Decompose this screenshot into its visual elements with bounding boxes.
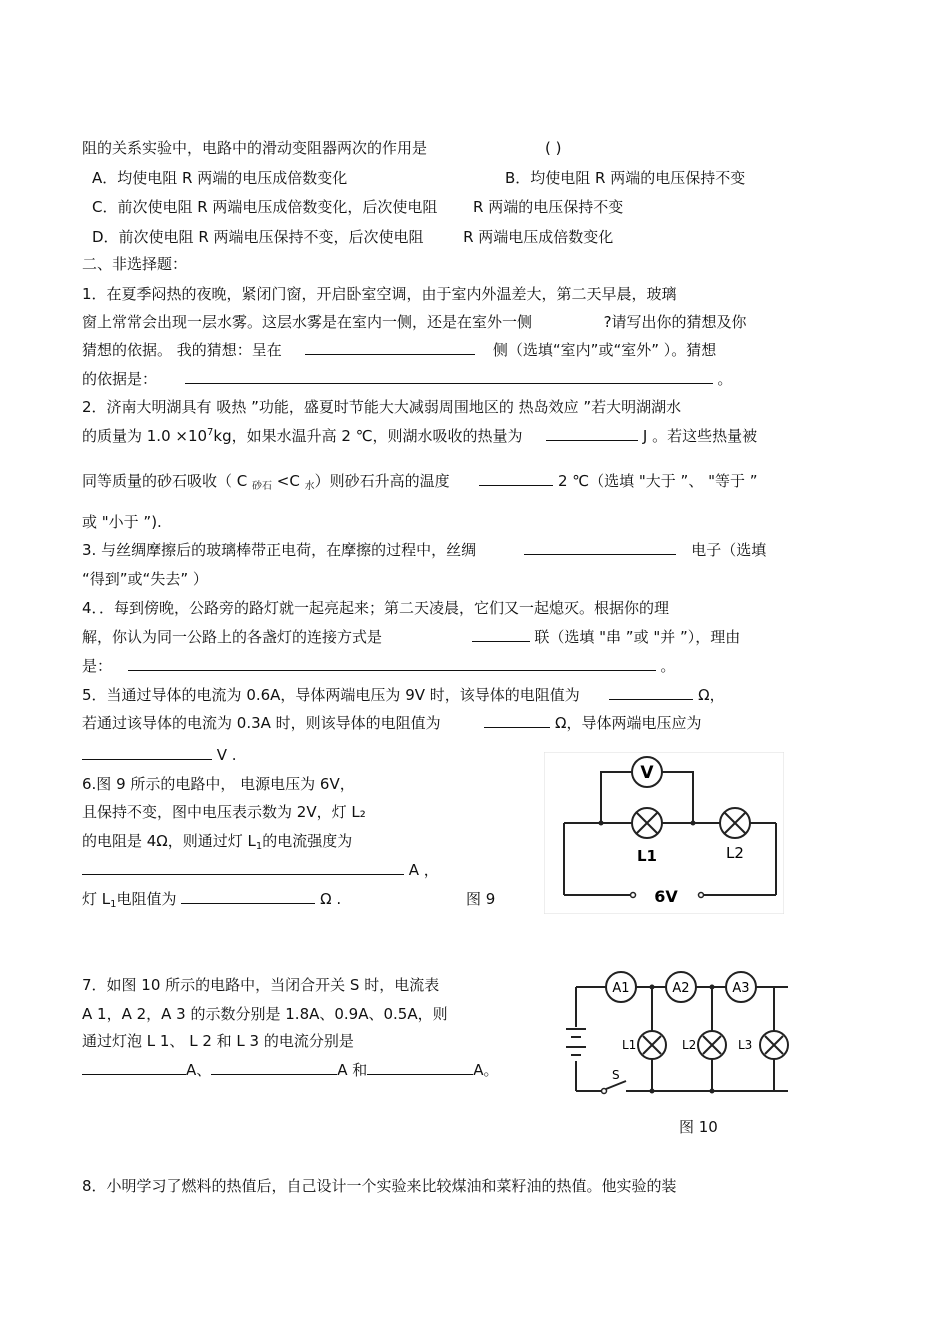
q6-line3 bbox=[82, 831, 352, 854]
q6-resistance-blank[interactable] bbox=[181, 889, 315, 904]
q2-sub-sand: 砂石 bbox=[252, 481, 273, 492]
q2-line2-c: J 。若这些热量被 bbox=[642, 427, 758, 445]
option-b: B．均使电阻 R 两端的电压保持不变 bbox=[505, 169, 746, 187]
q7-line4 bbox=[82, 1060, 499, 1080]
q6-line5-b: 电阻值为 bbox=[116, 890, 177, 908]
q7-line2: A 1，A 2，A 3 的示数分别是 1.8A、0.9A、0.5A，则 bbox=[82, 1005, 448, 1023]
option-d-part2: R 两端电压成倍数变化 bbox=[463, 228, 614, 246]
q4-line3 bbox=[82, 656, 675, 676]
q3-line2: “得到”或“失去” ） bbox=[82, 570, 208, 588]
lamp-l2-label: L2 bbox=[682, 1038, 697, 1052]
q8-line1: 8．小明学习了燃料的热值后，自己设计一个实验来比较煤油和菜籽油的热值。他实验的装 bbox=[82, 1177, 677, 1195]
option-a: A．均使电阻 R 两端的电压成倍数变化 bbox=[92, 169, 348, 187]
q7-line1: 7．如图 10 所示的电路中，当闭合开关 S 时，电流表 bbox=[82, 976, 440, 994]
q5-resistance-blank[interactable] bbox=[609, 685, 693, 700]
q2-temp-blank[interactable] bbox=[479, 471, 553, 486]
q6-line3-b: 的电流强度为 bbox=[262, 832, 353, 850]
q6-line4-unit: A ， bbox=[408, 861, 439, 879]
q1-line4-b: 。 bbox=[717, 370, 733, 388]
q2-line2 bbox=[82, 426, 757, 449]
junction-dot bbox=[599, 821, 604, 826]
q2-exponent: 7 bbox=[207, 427, 214, 438]
q1-line2 bbox=[82, 312, 747, 332]
q2-line4: 或 "小于 ”). bbox=[82, 513, 162, 531]
option-d-part1: D．前次使电阻 R 两端电压保持不变，后次使电阻 bbox=[92, 228, 424, 246]
source-label: 6V bbox=[654, 887, 678, 906]
lamp-l1-label: L1 bbox=[622, 1038, 637, 1052]
q7-unit-2: A 和 bbox=[337, 1061, 368, 1079]
lamp-l3-symbol bbox=[760, 1031, 788, 1059]
q5-line1 bbox=[82, 685, 725, 705]
q2-line1-a: 2．济南大明湖具有 bbox=[82, 398, 217, 416]
fig10-caption: 图 10 bbox=[679, 1118, 718, 1136]
q4-blank[interactable] bbox=[472, 627, 530, 642]
q5-line3 bbox=[82, 745, 237, 765]
q7-i2-blank[interactable] bbox=[211, 1060, 337, 1075]
q2-line3-c: ）则砂石升高的温度 bbox=[314, 472, 450, 490]
q6-line4 bbox=[82, 860, 439, 880]
junction-dot bbox=[691, 821, 696, 826]
lamp-l1-symbol bbox=[632, 808, 662, 838]
q2-line3 bbox=[82, 471, 758, 494]
q6-line1: 6.图 9 所示的电路中， 电源电压为 6V， bbox=[82, 775, 355, 793]
q4-line2-a: 解，你认为同一公路上的各盏灯的连接方式是 bbox=[82, 628, 383, 646]
junction-dot bbox=[650, 985, 655, 990]
q2-heat-blank[interactable] bbox=[546, 426, 638, 441]
answer-paren: ( ) bbox=[545, 139, 562, 157]
figure-9-circuit bbox=[544, 752, 784, 914]
q6-line2: 且保持不变，图中电压表示数为 2V，灯 L₂ bbox=[82, 803, 366, 821]
q3-line1-b: 电子（选填 bbox=[691, 541, 767, 559]
q2-sub-water: 水 bbox=[304, 481, 315, 492]
q4-line3-b: 。 bbox=[660, 657, 676, 675]
q1-line1: 1．在夏季闷热的夜晚，紧闭门窗，开启卧室空调，由于室内外温差大，第二天早晨，玻璃 bbox=[82, 285, 677, 303]
junction-dot bbox=[650, 1089, 655, 1094]
q6-line3-a: 的电阻是 4Ω，则通过灯 L bbox=[82, 832, 256, 850]
q2-line1-c: 热岛效应 ”若大明湖湖水 bbox=[518, 398, 682, 416]
q3-line1-a: 3. 与丝绸摩擦后的玻璃棒带正电荷，在摩擦的过程中，丝绸 bbox=[82, 541, 477, 559]
q5-line2-b: Ω，导体两端电压应为 bbox=[555, 714, 702, 732]
figure-10-circuit bbox=[560, 965, 800, 1105]
q5-voltage-blank[interactable] bbox=[82, 745, 212, 760]
switch-label: S bbox=[612, 1068, 620, 1082]
q1-line3-b: 侧（选填“室内”或“室外” ）。猜想 bbox=[492, 341, 717, 359]
battery-symbol bbox=[566, 1029, 586, 1055]
q4-line3-a: 是： bbox=[82, 657, 113, 675]
lamp-l2-symbol bbox=[720, 808, 750, 838]
q2-line3-d: 2 ℃（选填 "大于 ”、 "等于 ” bbox=[557, 472, 758, 490]
lamp-l2-label: L2 bbox=[726, 844, 744, 862]
q1-line2-b: ?请写出你的猜想及你 bbox=[603, 313, 747, 331]
q2-line1 bbox=[82, 397, 681, 417]
q6-line5-c: Ω . bbox=[320, 890, 342, 908]
q7-unit-1: A、 bbox=[186, 1061, 212, 1079]
option-d bbox=[92, 227, 613, 247]
q2-line2-b: kg，如果水温升高 2 ℃，则湖水吸收的热量为 bbox=[213, 427, 523, 445]
q7-unit-3: A。 bbox=[473, 1061, 499, 1079]
q1-line3-a: 猜想的依据。 我的猜想：呈在 bbox=[82, 341, 282, 359]
lamp-l1-symbol bbox=[638, 1031, 666, 1059]
q3-line1 bbox=[82, 540, 766, 560]
lamp-l3-label: L3 bbox=[738, 1038, 753, 1052]
section-title: 二、非选择题： bbox=[82, 255, 188, 273]
q2-line3-a: 同等质量的砂石吸收（ C bbox=[82, 472, 253, 490]
q6-line5 bbox=[82, 889, 341, 912]
option-c-part2: R 两端的电压保持不变 bbox=[473, 198, 624, 216]
switch-symbol bbox=[602, 1081, 627, 1094]
q1-line2-a: 窗上常常会出现一层水雾。这层水雾是在室内一侧，还是在室外一侧 bbox=[82, 313, 533, 331]
q5-line3-unit: V . bbox=[216, 746, 237, 764]
q7-line3: 通过灯泡 L 1、 L 2 和 L 3 的电流分别是 bbox=[82, 1032, 354, 1050]
q4-reason-blank[interactable] bbox=[128, 656, 656, 671]
q7-i1-blank[interactable] bbox=[82, 1060, 186, 1075]
lamp-l2-symbol bbox=[698, 1031, 726, 1059]
junction-dot bbox=[710, 985, 715, 990]
q2-line1-b: 吸热 ”功能，盛夏时节能大大减弱周围地区的 bbox=[216, 398, 519, 416]
q4-line1: 4．．每到傍晚，公路旁的路灯就一起亮起来；第二天凌晨，它们又一起熄灭。根据你的理 bbox=[82, 599, 670, 617]
q6-current-blank[interactable] bbox=[82, 860, 404, 875]
q5-line1-b: Ω， bbox=[698, 686, 725, 704]
terminal-dot bbox=[699, 893, 704, 898]
lamp-l1-label: L1 bbox=[637, 847, 657, 865]
q2-line3-b: <C bbox=[272, 472, 305, 490]
terminal-dot bbox=[631, 893, 636, 898]
q4-line2 bbox=[82, 627, 740, 647]
q1-line3 bbox=[82, 340, 716, 360]
q4-line2-b: 联（选填 "串 ”或 "并 ”），理由 bbox=[534, 628, 741, 646]
q5-line2-a: 若通过该导体的电流为 0.3A 时，则该导体的电阻值为 bbox=[82, 714, 441, 732]
q5-resistance2-blank[interactable] bbox=[484, 713, 550, 728]
q1-guess-blank[interactable] bbox=[305, 340, 475, 355]
q6-line5-a: 灯 L bbox=[82, 890, 111, 908]
ammeter-a1-label: A1 bbox=[612, 981, 630, 996]
q2-line2-a: 的质量为 1.0 ×10 bbox=[82, 427, 208, 445]
ammeter-a3-label: A3 bbox=[732, 981, 750, 996]
q6-sub-1: 1 bbox=[255, 841, 263, 852]
ammeter-a2-label: A2 bbox=[672, 981, 690, 996]
q3-blank[interactable] bbox=[524, 540, 676, 555]
fig9-caption: 图 9 bbox=[466, 890, 496, 908]
q5-line1-a: 5．当通过导体的电流为 0.6A，导体两端电压为 9V 时，该导体的电阻值为 bbox=[82, 686, 580, 704]
q1-line4-a: 的依据是： bbox=[82, 370, 158, 388]
q1-line4 bbox=[82, 369, 732, 389]
q1-basis-blank[interactable] bbox=[185, 369, 713, 384]
q6-sub-1b: 1 bbox=[110, 899, 117, 910]
q7-i3-blank[interactable] bbox=[367, 1060, 473, 1075]
voltmeter-label: V bbox=[640, 763, 654, 783]
option-c bbox=[92, 197, 623, 217]
q5-line2 bbox=[82, 713, 701, 733]
junction-dot bbox=[710, 1089, 715, 1094]
option-c-part1: C．前次使电阻 R 两端电压成倍数变化，后次使电阻 bbox=[92, 198, 438, 216]
q-prev-line1: 阻的关系实验中，电路中的滑动变阻器两次的作用是 bbox=[82, 139, 428, 157]
